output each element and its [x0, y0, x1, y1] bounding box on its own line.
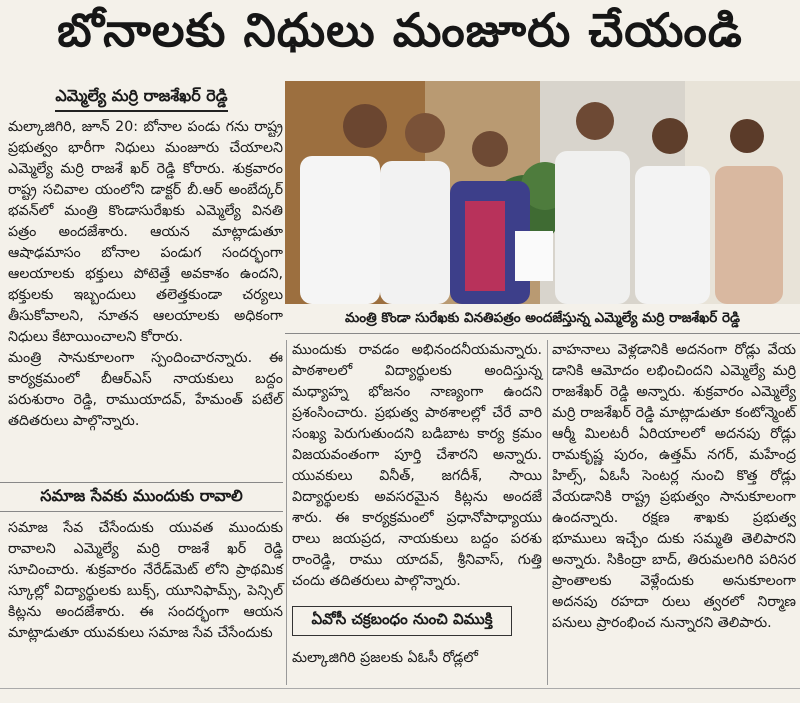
- photo-illustration: [285, 81, 800, 304]
- column-divider: [286, 340, 287, 685]
- col1-paragraph-1: మల్కాజిగిరి, జూన్ 20: బోనాల పండు గను రాష్ట్ర ప్రభుత్వం భారీగా నిధులు మంజూరు చేయాలని ఎమ్మెల్యే మర్రి రాజశే ఖర్ రెడ్డి కోరారు. శుక్రవారం రాష్ట్ర సచివాల యంలోని డాక్టర్ బీ.ఆర్ అంబేద్కర్ భవన్‌లో మంత్రి కొండాసురేఖకు ఎమ్మెల్యే వినతి పత్రం అందజేశారు. ఆయన మాట్లాడుతూ ఆషాఢమాసం బోనాల పండుగ సందర్భంగా ఆలయాలకు భక్తులు పోటెత్తే అవకాశం ఉందని, భక్తులకు ఇబ్బందులు తలెత్తకుండా చర్యలు తీసుకోవాలని, నూతన ఆలయాలకు అధికంగా నిధులు కేటాయించాలని కోరారు.: [8, 119, 283, 345]
- col3-paragraph-1: వాహనాలు వెళ్లడానికి అదనంగా రోడ్లు వేయ డానికి ఆమోదం లభించిందని ఎమ్మెల్యే మర్రి రాజశేఖర్ రెడ్డి అన్నారు. శుక్రవారం ఎమ్మెల్యే మర్రి రాజశేఖర్ రెడ్డి మాట్లాడుతూ కంటోన్మెంట్ ఆర్మీ మిలటరీ ఏరియాలలో అదనపు రోడ్లు రామకృష్ణ పురం, ఉత్తమ్ నగర్, మహేంద్ర హిల్స్, ఏఓసీ సెంటర్ల నుంచి కొత్త రోడ్లు వేయడానికి రాష్ట్ర ప్రభుత్వం సానుకూలంగా ఉందన్నారు. రక్షణ శాఖకు ప్రభుత్వ భూములు ఇచ్చేం దుకు సమ్మతి తెలిపారని అన్నారు. సికింద్రా బాద్, తిరుమలగిరి పరిసర ప్రాంతాలకు వెళ్లేందుకు అనుకూలంగా అదనపు రహదా రులు త్వరలో నిర్మాణ పనులు ప్రారంభించ నున్నారని తెలిపారు.: [552, 342, 796, 631]
- col1b-paragraph-1: సమాజ సేవ చేసేందుకు యువత ముందుకు రావాలని ఎమ్మెల్యే మర్రి రాజశే ఖర్ రెడ్డి సూచించారు. శుక్రవారం నేరేడ్‌మెట్ లోని ప్రాథమిక స్కూల్లో విద్యార్థులకు బుక్స్, యూనిఫామ్స్, పెన్సిల్ కిట్లను అందజేశారు. ఈ సందర్భంగా ఆయన మాట్లాడుతూ యువకులు సమాజ సేవ చేసేందుకు: [8, 520, 283, 641]
- subheading-main-text: ఎమ్మెల్యే మర్రి రాజశేఖర్ రెడ్డి: [55, 86, 227, 112]
- article-column-2: [292, 340, 542, 592]
- headline: బోనాలకు నిధులు మంజూరు చేయండి: [57, 3, 743, 57]
- col2-paragraph-1: ముందుకు రావడం అభినందనీయమన్నారు. పాఠశాలలో విద్యార్థులకు అందిస్తున్న మధ్యాహ్న భోజనం నాణ్యంగా ఉందని ప్రశంసించారు. ప్రభుత్వ పాఠశాలల్లో చేరే వారి సంఖ్య పెరుగుతుందని బడిబాట కార్య క్రమం విజయవంతంగా పూర్తి చేశారని అన్నారు. యువకులు వినీత్, జగదీశ్, సాయి విద్యార్థులకు అవసరమైన కిట్లను అందజే శారు. ఈ కార్యక్రమంలో ప్రధానోపాధ్యాయు రాలు జయప్రద, నాయకులు బద్దం పరశు రాంరెడ్డి, రాము యాదవ్, శ్రీనివాస్, గుత్తి చందు తదితరులు పాల్గొన్నారు.: [292, 342, 542, 589]
- col2b-paragraph-1: మల్కాజిగిరి ప్రజలకు ఏఓసీ రోడ్లలో: [292, 650, 479, 666]
- subheading-main: [0, 84, 283, 114]
- subheading-second: సమాజ సేవకు ముందుకు రావాలి: [0, 482, 283, 512]
- column-divider: [547, 340, 548, 685]
- subheading-third: ఏవోసీ చక్రబంధం నుంచి విముక్తి: [292, 606, 512, 636]
- news-photo: [285, 81, 800, 304]
- photo-caption: మంత్రి కొండా సురేఖకు వినతిపత్రం అందజేస్తున్న ఎమ్మెల్యే మర్రి రాజశేఖర్ రెడ్డి: [285, 306, 800, 334]
- article-column-1: [8, 117, 283, 432]
- page-rule: [0, 688, 800, 689]
- article-column-3: [552, 340, 796, 634]
- article-column-1b: [8, 518, 283, 644]
- article-column-2b: [292, 648, 542, 669]
- col1-paragraph-2: మంత్రి సానుకూలంగా స్పందించారన్నారు. ఈ కార్యక్రమంలో బీఆర్ఎస్ నాయకులు బద్దం పరుశురాం రెడ్డి, రాముయాదవ్, హేమంత్ పటేల్ తదితరులు పాల్గొన్నారు.: [8, 350, 283, 429]
